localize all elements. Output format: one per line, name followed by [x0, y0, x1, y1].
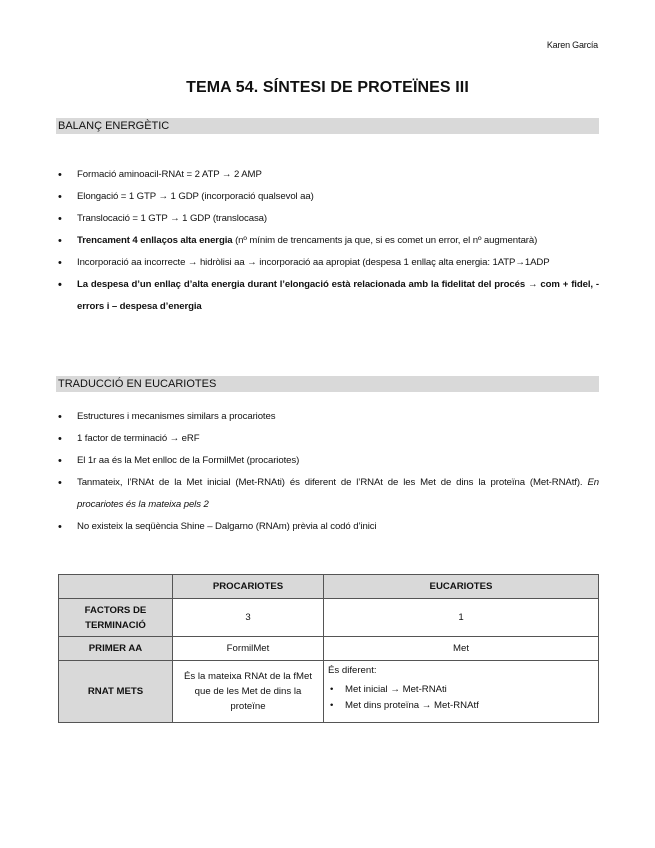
table-row — [59, 661, 599, 723]
section-heading-energy: BALANÇ ENERGÈTIC — [56, 118, 599, 134]
table-header-cell — [59, 575, 173, 599]
list-item: • La despesa d’un enllaç d’alta energia durant l’elongació està relacionada amb la fidelitat del procés → com + fidel, - errors i – despesa d’energia — [56, 274, 599, 318]
list-item: • Translocació = 1 GTP → 1 GDP (translocasa) — [56, 208, 599, 230]
author-name: Karen García — [546, 40, 598, 50]
list-item-bold: Trencament 4 enllaços alta energia — [77, 235, 233, 246]
cell-procariotes: 3 — [173, 599, 324, 637]
list-item — [56, 230, 599, 252]
cell-list — [328, 682, 594, 714]
list-item: • Elongació = 1 GTP → 1 GDP (incorporació qualsevol aa) — [56, 186, 599, 208]
table-header-row — [59, 575, 599, 599]
section-heading-eukaryotes: TRADUCCIÓ EN EUCARIOTES — [56, 376, 599, 392]
list-item: • Formació aminoacil-RNAt = 2 ATP → 2 AMP — [56, 164, 599, 186]
eukaryote-translation-list — [56, 406, 599, 538]
table-row — [59, 637, 599, 661]
comparison-table — [58, 574, 599, 723]
table-row — [59, 599, 599, 637]
row-label: FACTORS DE TERMINACIÓ — [59, 599, 173, 637]
list-item-italic: En procariotes és la mateixa pels 2 — [77, 477, 599, 510]
cell-procariotes: FormilMet — [173, 637, 324, 661]
table-header-procariotes: PROCARIOTES — [173, 575, 324, 599]
cell-procariotes: És la mateixa RNAt de la fMet que de les Met de dins la proteïne — [173, 661, 324, 723]
cell-eucariotes: Met — [324, 637, 599, 661]
page-title: TEMA 54. SÍNTESI DE PROTEÏNES III — [186, 79, 469, 96]
list-item: • Met dins proteïna → Met-RNAtf — [328, 698, 594, 714]
list-item: • 1 factor de terminació → eRF — [56, 428, 599, 450]
list-item: • El 1r aa és la Met enlloc de la FormilMet (procariotes) — [56, 450, 599, 472]
cell-intro: És diferent: — [328, 665, 377, 676]
row-label: RNAT METS — [59, 661, 173, 723]
list-item: • Estructures i mecanismes similars a procariotes — [56, 406, 599, 428]
list-item: • Incorporació aa incorrecte → hidròlisi aa → incorporació aa apropiat (despesa 1 enllaç alta energia: 1ATP→1ADP — [56, 252, 599, 274]
list-item: • No existeix la seqüència Shine – Dalgarno (RNAm) prèvia al codó d’inici — [56, 516, 599, 538]
list-item-rest: (nº mínim de trencaments ja que, si es comet un error, el nº augmentarà) — [232, 235, 538, 246]
row-label: PRIMER AA — [59, 637, 173, 661]
energy-balance-list — [56, 164, 599, 318]
list-item-text: Tanmateix, l’RNAt de la Met inicial (Met-RNAti) és diferent de l’RNAt de les Met de dins la proteïna (Met-RNAtf). — [77, 477, 588, 488]
table-header-eucariotes: EUCARIOTES — [324, 575, 599, 599]
list-item: • Met inicial → Met-RNAti — [328, 682, 594, 698]
cell-eucariotes: 1 — [324, 599, 599, 637]
cell-eucariotes — [324, 661, 599, 723]
list-item — [56, 472, 599, 516]
